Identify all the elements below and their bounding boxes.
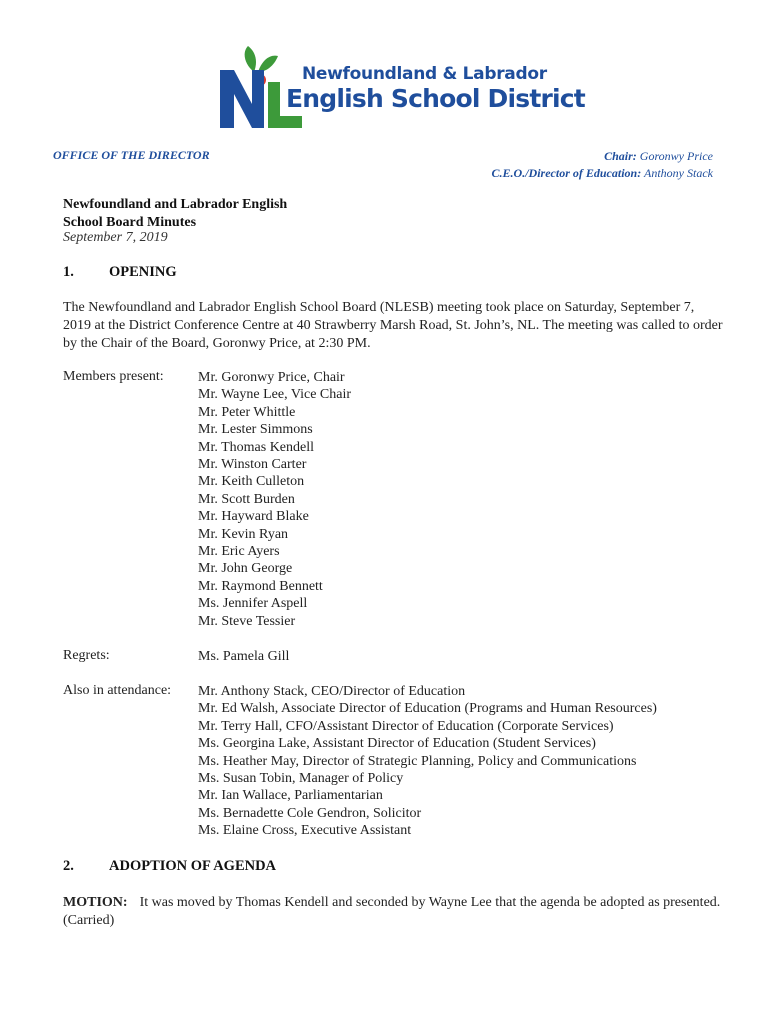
ceo-name: Anthony Stack bbox=[644, 166, 713, 180]
logo-line1: Newfoundland & Labrador bbox=[302, 64, 547, 84]
section-title: ADOPTION OF AGENDA bbox=[109, 858, 277, 874]
list-item: Mr. Peter Whittle bbox=[198, 404, 296, 420]
list-item: Mr. Scott Burden bbox=[198, 491, 295, 507]
title-line2: School Board Minutes bbox=[63, 215, 197, 230]
list-item: Mr. Steve Tessier bbox=[198, 613, 296, 629]
list-item: Mr. Lester Simmons bbox=[198, 422, 313, 438]
list-item: Mr. Eric Ayers bbox=[198, 544, 280, 560]
list-item: Mr. Terry Hall, CFO/Assistant Director of Education (Corporate Services) bbox=[198, 718, 614, 734]
regrets-list bbox=[198, 648, 289, 665]
list-item: Mr. Kevin Ryan bbox=[198, 526, 289, 542]
list-item: Mr. Ed Walsh, Associate Director of Education (Programs and Human Resources) bbox=[198, 701, 657, 717]
list-item: Mr. Goronwy Price, Chair bbox=[198, 370, 345, 385]
chair-name: Goronwy Price bbox=[639, 149, 713, 163]
members-list bbox=[198, 369, 351, 630]
list-item: Mr. Ian Wallace, Parliamentarian bbox=[198, 788, 383, 804]
district-logo bbox=[214, 42, 585, 134]
attendance-list bbox=[198, 683, 657, 840]
members-label: Members present: bbox=[63, 369, 164, 384]
list-item: Ms. Jennifer Aspell bbox=[198, 596, 308, 612]
motion-label: MOTION: bbox=[63, 895, 128, 910]
list-item: Mr. Winston Carter bbox=[198, 457, 307, 473]
chair-label: Chair: bbox=[604, 149, 637, 163]
list-item: Ms. Elaine Cross, Executive Assistant bbox=[198, 823, 412, 839]
list-item: Mr. John George bbox=[198, 561, 293, 577]
list-item: Ms. Georgina Lake, Assistant Director of Education (Student Services) bbox=[198, 736, 596, 752]
motion-paragraph bbox=[63, 894, 723, 930]
logo-line2: English School District bbox=[286, 84, 585, 113]
chair-block bbox=[492, 148, 713, 182]
section-number: 1. bbox=[63, 264, 74, 280]
document-title bbox=[63, 196, 287, 232]
section-heading-agenda bbox=[63, 858, 276, 875]
list-item: Mr. Wayne Lee, Vice Chair bbox=[198, 387, 352, 403]
list-item: Mr. Hayward Blake bbox=[198, 509, 309, 525]
list-item: Ms. Bernadette Cole Gendron, Solicitor bbox=[198, 805, 422, 821]
list-item: Ms. Heather May, Director of Strategic Planning, Policy and Communications bbox=[198, 753, 637, 769]
section-title: OPENING bbox=[109, 264, 177, 280]
section-number: 2. bbox=[63, 858, 74, 874]
list-item: Mr. Raymond Bennett bbox=[198, 578, 323, 594]
list-item: Mr. Thomas Kendell bbox=[198, 439, 315, 455]
list-item: Ms. Susan Tobin, Manager of Policy bbox=[198, 771, 404, 787]
attendance-label: Also in attendance: bbox=[63, 683, 172, 698]
list-item: Mr. Keith Culleton bbox=[198, 474, 305, 490]
list-item: Mr. Anthony Stack, CEO/Director of Education bbox=[198, 684, 466, 699]
regrets-label: Regrets: bbox=[63, 648, 110, 663]
section-heading-opening bbox=[63, 264, 177, 281]
title-line1: Newfoundland and Labrador English bbox=[63, 197, 288, 212]
ceo-label: C.E.O./Director of Education: bbox=[491, 166, 642, 180]
list-item: Ms. Pamela Gill bbox=[198, 649, 290, 664]
document-date: September 7, 2019 bbox=[63, 230, 168, 245]
opening-paragraph: The Newfoundland and Labrador English School Board (NLESB) meeting took place on Saturday, September 7, 2019 at the District Conference Centre at 40 Strawberry Marsh Road, St. John’s, NL. The meeting was called to order by the Chair of the Board, Goronwy Price, at 2:30 PM. bbox=[63, 300, 723, 351]
office-label: OFFICE OF THE DIRECTOR bbox=[53, 148, 210, 162]
motion-text: It was moved by Thomas Kendell and seconded by Wayne Lee that the agenda be adopted as presented. (Carried) bbox=[63, 895, 721, 928]
